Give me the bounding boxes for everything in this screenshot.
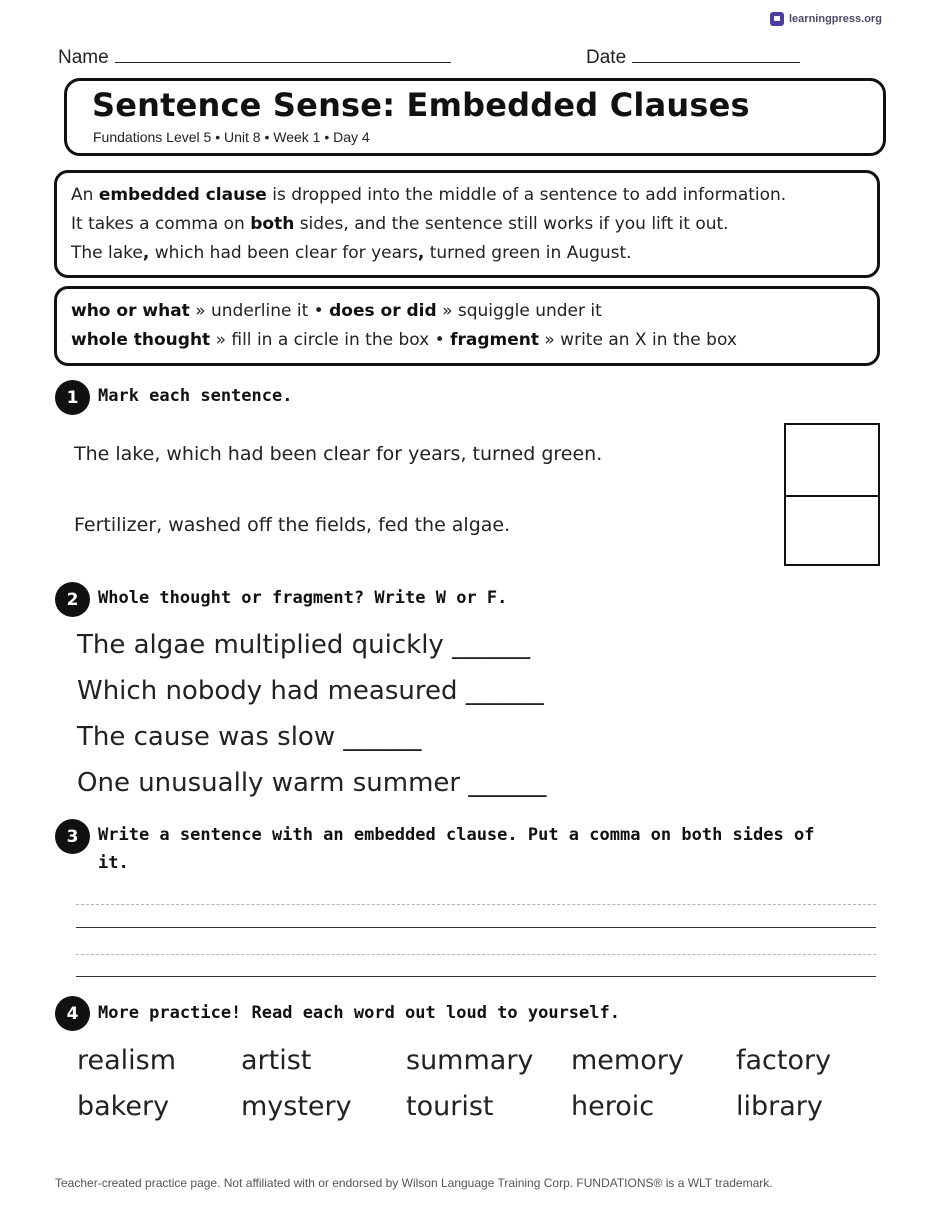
practice-word: factory <box>736 1045 832 1076</box>
question-1-prompt: Mark each sentence. <box>98 386 293 406</box>
practice-word: realism <box>77 1045 177 1076</box>
brand-text: learningpress.org <box>789 13 882 25</box>
name-blank[interactable] <box>115 46 451 63</box>
q2-item-1[interactable]: The algae multiplied quickly ______ <box>77 630 531 660</box>
q1-sentence-1: The lake, which had been clear for years, turned green. <box>74 443 603 465</box>
brand-logo[interactable] <box>770 12 882 26</box>
key-line-1: who or what » underline it • does or did » squiggle under it <box>71 301 602 321</box>
marking-key-box <box>54 286 880 366</box>
practice-word: artist <box>241 1045 312 1076</box>
writing-guide-dashed-1 <box>76 904 876 905</box>
question-number-1: 1 <box>55 380 90 415</box>
name-label: Name <box>58 47 109 68</box>
key-line-2: whole thought » fill in a circle in the box • fragment » write an X in the box <box>71 330 737 350</box>
writing-line-1[interactable] <box>76 927 876 928</box>
answer-box-divider <box>786 495 878 497</box>
name-field[interactable] <box>58 46 451 69</box>
practice-word: bakery <box>77 1091 170 1122</box>
q2-item-3[interactable]: The cause was slow ______ <box>77 722 422 752</box>
practice-word: summary <box>406 1045 534 1076</box>
term-embedded-clause: embedded clause <box>98 185 267 205</box>
writing-line-2[interactable] <box>76 976 876 977</box>
q2-item-2[interactable]: Which nobody had measured ______ <box>77 676 544 706</box>
q1-sentence-2: Fertilizer, washed off the fields, fed the algae. <box>74 514 511 536</box>
intro-line-2: It takes a comma on both sides, and the sentence still works if you lift it out. <box>71 214 729 234</box>
question-3-prompt-line-1: Write a sentence with an embedded clause. Put a comma on both sides of <box>98 825 815 845</box>
date-field[interactable] <box>586 46 800 69</box>
question-number-2: 2 <box>55 582 90 617</box>
practice-word: tourist <box>406 1091 494 1122</box>
practice-word: memory <box>571 1045 684 1076</box>
question-number-3: 3 <box>55 819 90 854</box>
book-icon <box>770 12 784 26</box>
intro-example: The lake, which had been clear for years, turned green in August. <box>71 243 632 263</box>
q2-item-4[interactable]: One unusually warm summer ______ <box>77 768 547 798</box>
footer-disclaimer: Teacher-created practice page. Not affiliated with or endorsed by Wilson Language Training Corp. FUNDATIONS® is a WLT trademark. <box>55 1176 773 1190</box>
page-subtitle: Fundations Level 5 • Unit 8 • Week 1 • Day 4 <box>93 129 370 145</box>
intro-box <box>54 170 880 278</box>
date-blank[interactable] <box>632 46 800 63</box>
page-title: Sentence Sense: Embedded Clauses <box>92 86 750 124</box>
question-2-prompt: Whole thought or fragment? Write W or F. <box>98 588 508 608</box>
term-both: both <box>250 214 295 234</box>
practice-word: heroic <box>571 1091 655 1122</box>
q1-answer-boxes[interactable] <box>784 423 880 566</box>
writing-guide-dashed-2 <box>76 954 876 955</box>
practice-word: mystery <box>241 1091 352 1122</box>
question-number-4: 4 <box>55 996 90 1031</box>
intro-line-1: An embedded clause is dropped into the middle of a sentence to add information. <box>71 185 787 205</box>
question-4-prompt: More practice! Read each word out loud to yourself. <box>98 1003 620 1023</box>
question-3-prompt-line-2: it. <box>98 853 129 873</box>
date-label: Date <box>586 47 627 68</box>
practice-word: library <box>736 1091 823 1122</box>
